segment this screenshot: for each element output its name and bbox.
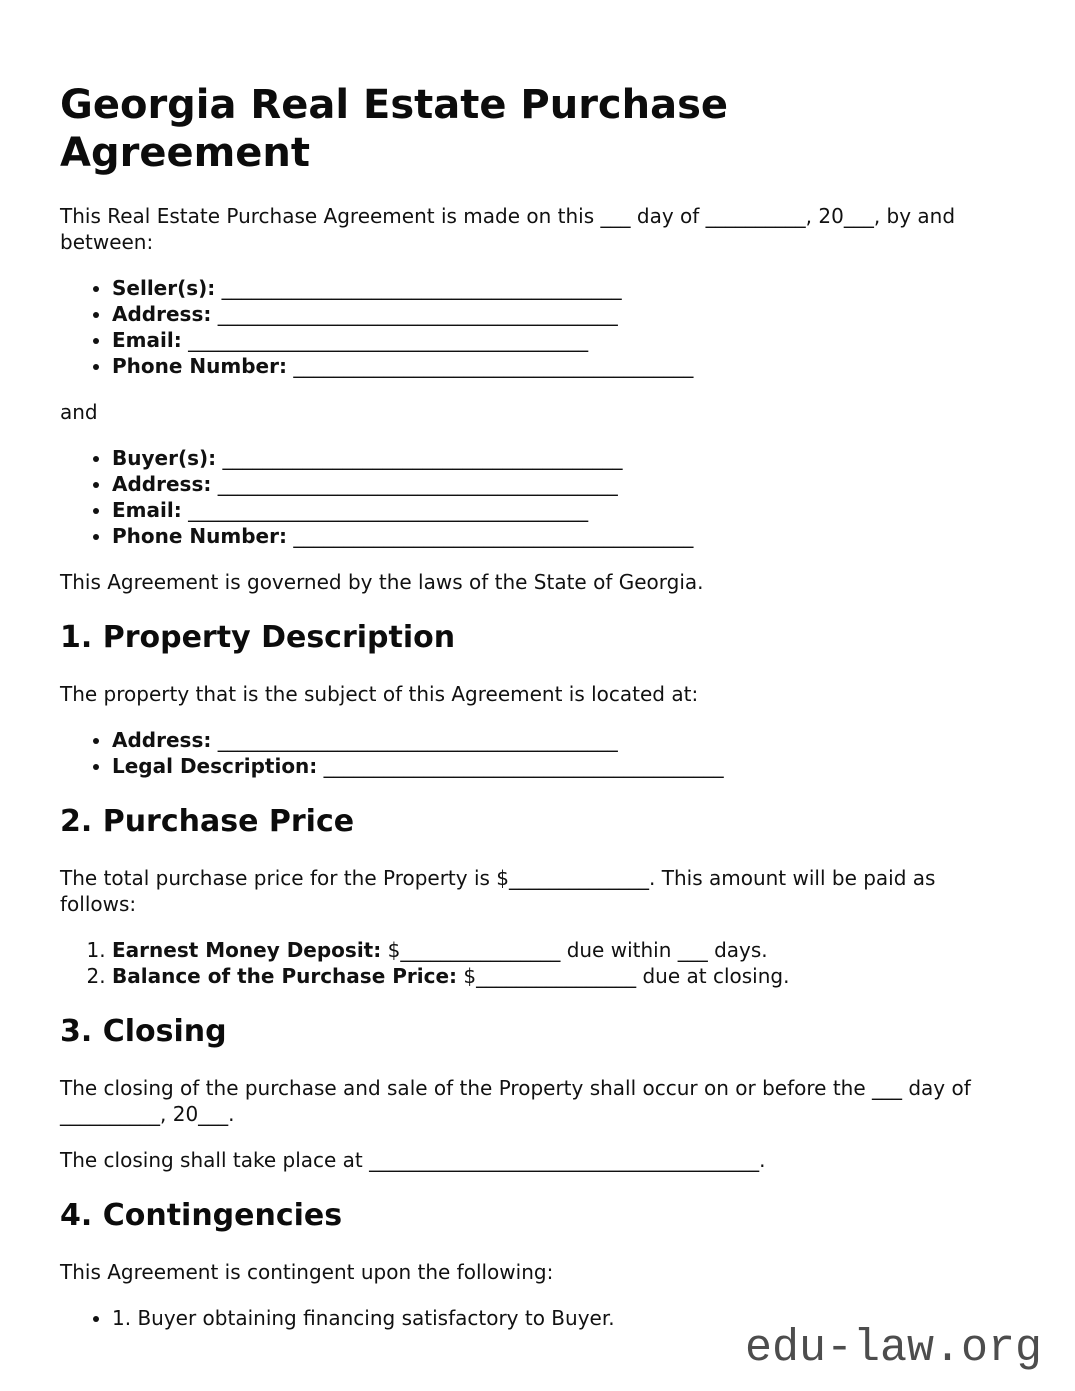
seller-address-field bbox=[112, 301, 980, 327]
field-label: Phone Number: bbox=[112, 354, 287, 378]
field-label: Seller(s): bbox=[112, 276, 216, 300]
buyer-email-field bbox=[112, 497, 980, 523]
closing-date-paragraph: The closing of the purchase and sale of the Property shall occur on or before the ___ day of __________, 20___. bbox=[60, 1076, 971, 1126]
closing-place-paragraph: The closing shall take place at _______________________________________. bbox=[60, 1148, 766, 1172]
field-blank: ________________________________________ bbox=[181, 498, 589, 522]
property-address-field bbox=[112, 727, 980, 753]
field-blank: $________________ due within ___ days. bbox=[381, 938, 768, 962]
section-heading-closing: 3. Closing bbox=[60, 1014, 227, 1049]
payment-terms-list bbox=[60, 937, 980, 989]
and-connector: and bbox=[60, 400, 98, 424]
field-blank: ________________________________________ bbox=[211, 302, 618, 326]
field-label: Address: bbox=[112, 302, 212, 326]
edu-law-watermark: edu-law.org bbox=[744, 1323, 1042, 1374]
field-blank: ________________________________________ bbox=[286, 524, 694, 548]
buyer-fields-list bbox=[60, 445, 980, 549]
earnest-money-item bbox=[112, 937, 980, 963]
field-label: Buyer(s): bbox=[112, 446, 217, 470]
field-blank: ________________________________________ bbox=[216, 446, 623, 470]
field-label: Earnest Money Deposit: bbox=[112, 938, 382, 962]
intro-paragraph: This Real Estate Purchase Agreement is made on this ___ day of __________, 20___, by and between: bbox=[60, 204, 956, 254]
seller-name-field bbox=[112, 275, 980, 301]
document-title: Georgia Real Estate Purchase Agreement bbox=[60, 82, 729, 176]
field-label: Balance of the Purchase Price: bbox=[112, 964, 458, 988]
field-label: Address: bbox=[112, 728, 212, 752]
seller-phone-field bbox=[112, 353, 980, 379]
field-blank: $________________ due at closing. bbox=[457, 964, 790, 988]
buyer-address-field bbox=[112, 471, 980, 497]
field-blank: ________________________________________ bbox=[215, 276, 622, 300]
field-blank: ________________________________________ bbox=[211, 728, 618, 752]
field-blank: ________________________________________ bbox=[286, 354, 694, 378]
seller-email-field bbox=[112, 327, 980, 353]
field-label: Address: bbox=[112, 472, 212, 496]
section-heading-property-description: 1. Property Description bbox=[60, 620, 456, 655]
field-label: Legal Description: bbox=[112, 754, 318, 778]
field-label: Email: bbox=[112, 328, 182, 352]
field-blank: ________________________________________ bbox=[317, 754, 724, 778]
property-intro-paragraph: The property that is the subject of this Agreement is located at: bbox=[60, 682, 699, 706]
seller-fields-list bbox=[60, 275, 980, 379]
field-blank: ________________________________________ bbox=[211, 472, 618, 496]
section-heading-contingencies: 4. Contingencies bbox=[60, 1198, 343, 1233]
buyer-phone-field bbox=[112, 523, 980, 549]
section-heading-purchase-price: 2. Purchase Price bbox=[60, 804, 355, 839]
buyer-name-field bbox=[112, 445, 980, 471]
balance-item bbox=[112, 963, 980, 989]
property-legal-description-field bbox=[112, 753, 980, 779]
field-label: Email: bbox=[112, 498, 182, 522]
field-label: Phone Number: bbox=[112, 524, 287, 548]
contingency-item: • 1. Buyer obtaining financing satisfactory to Buyer. bbox=[112, 1305, 980, 1331]
governing-law-paragraph: This Agreement is governed by the laws of the State of Georgia. bbox=[60, 570, 704, 594]
property-fields-list bbox=[60, 727, 980, 779]
field-blank: ________________________________________ bbox=[181, 328, 589, 352]
purchase-price-paragraph: The total purchase price for the Property is $______________. This amount will be paid as follows: bbox=[60, 866, 936, 916]
contingencies-intro-paragraph: This Agreement is contingent upon the following: bbox=[60, 1260, 554, 1284]
